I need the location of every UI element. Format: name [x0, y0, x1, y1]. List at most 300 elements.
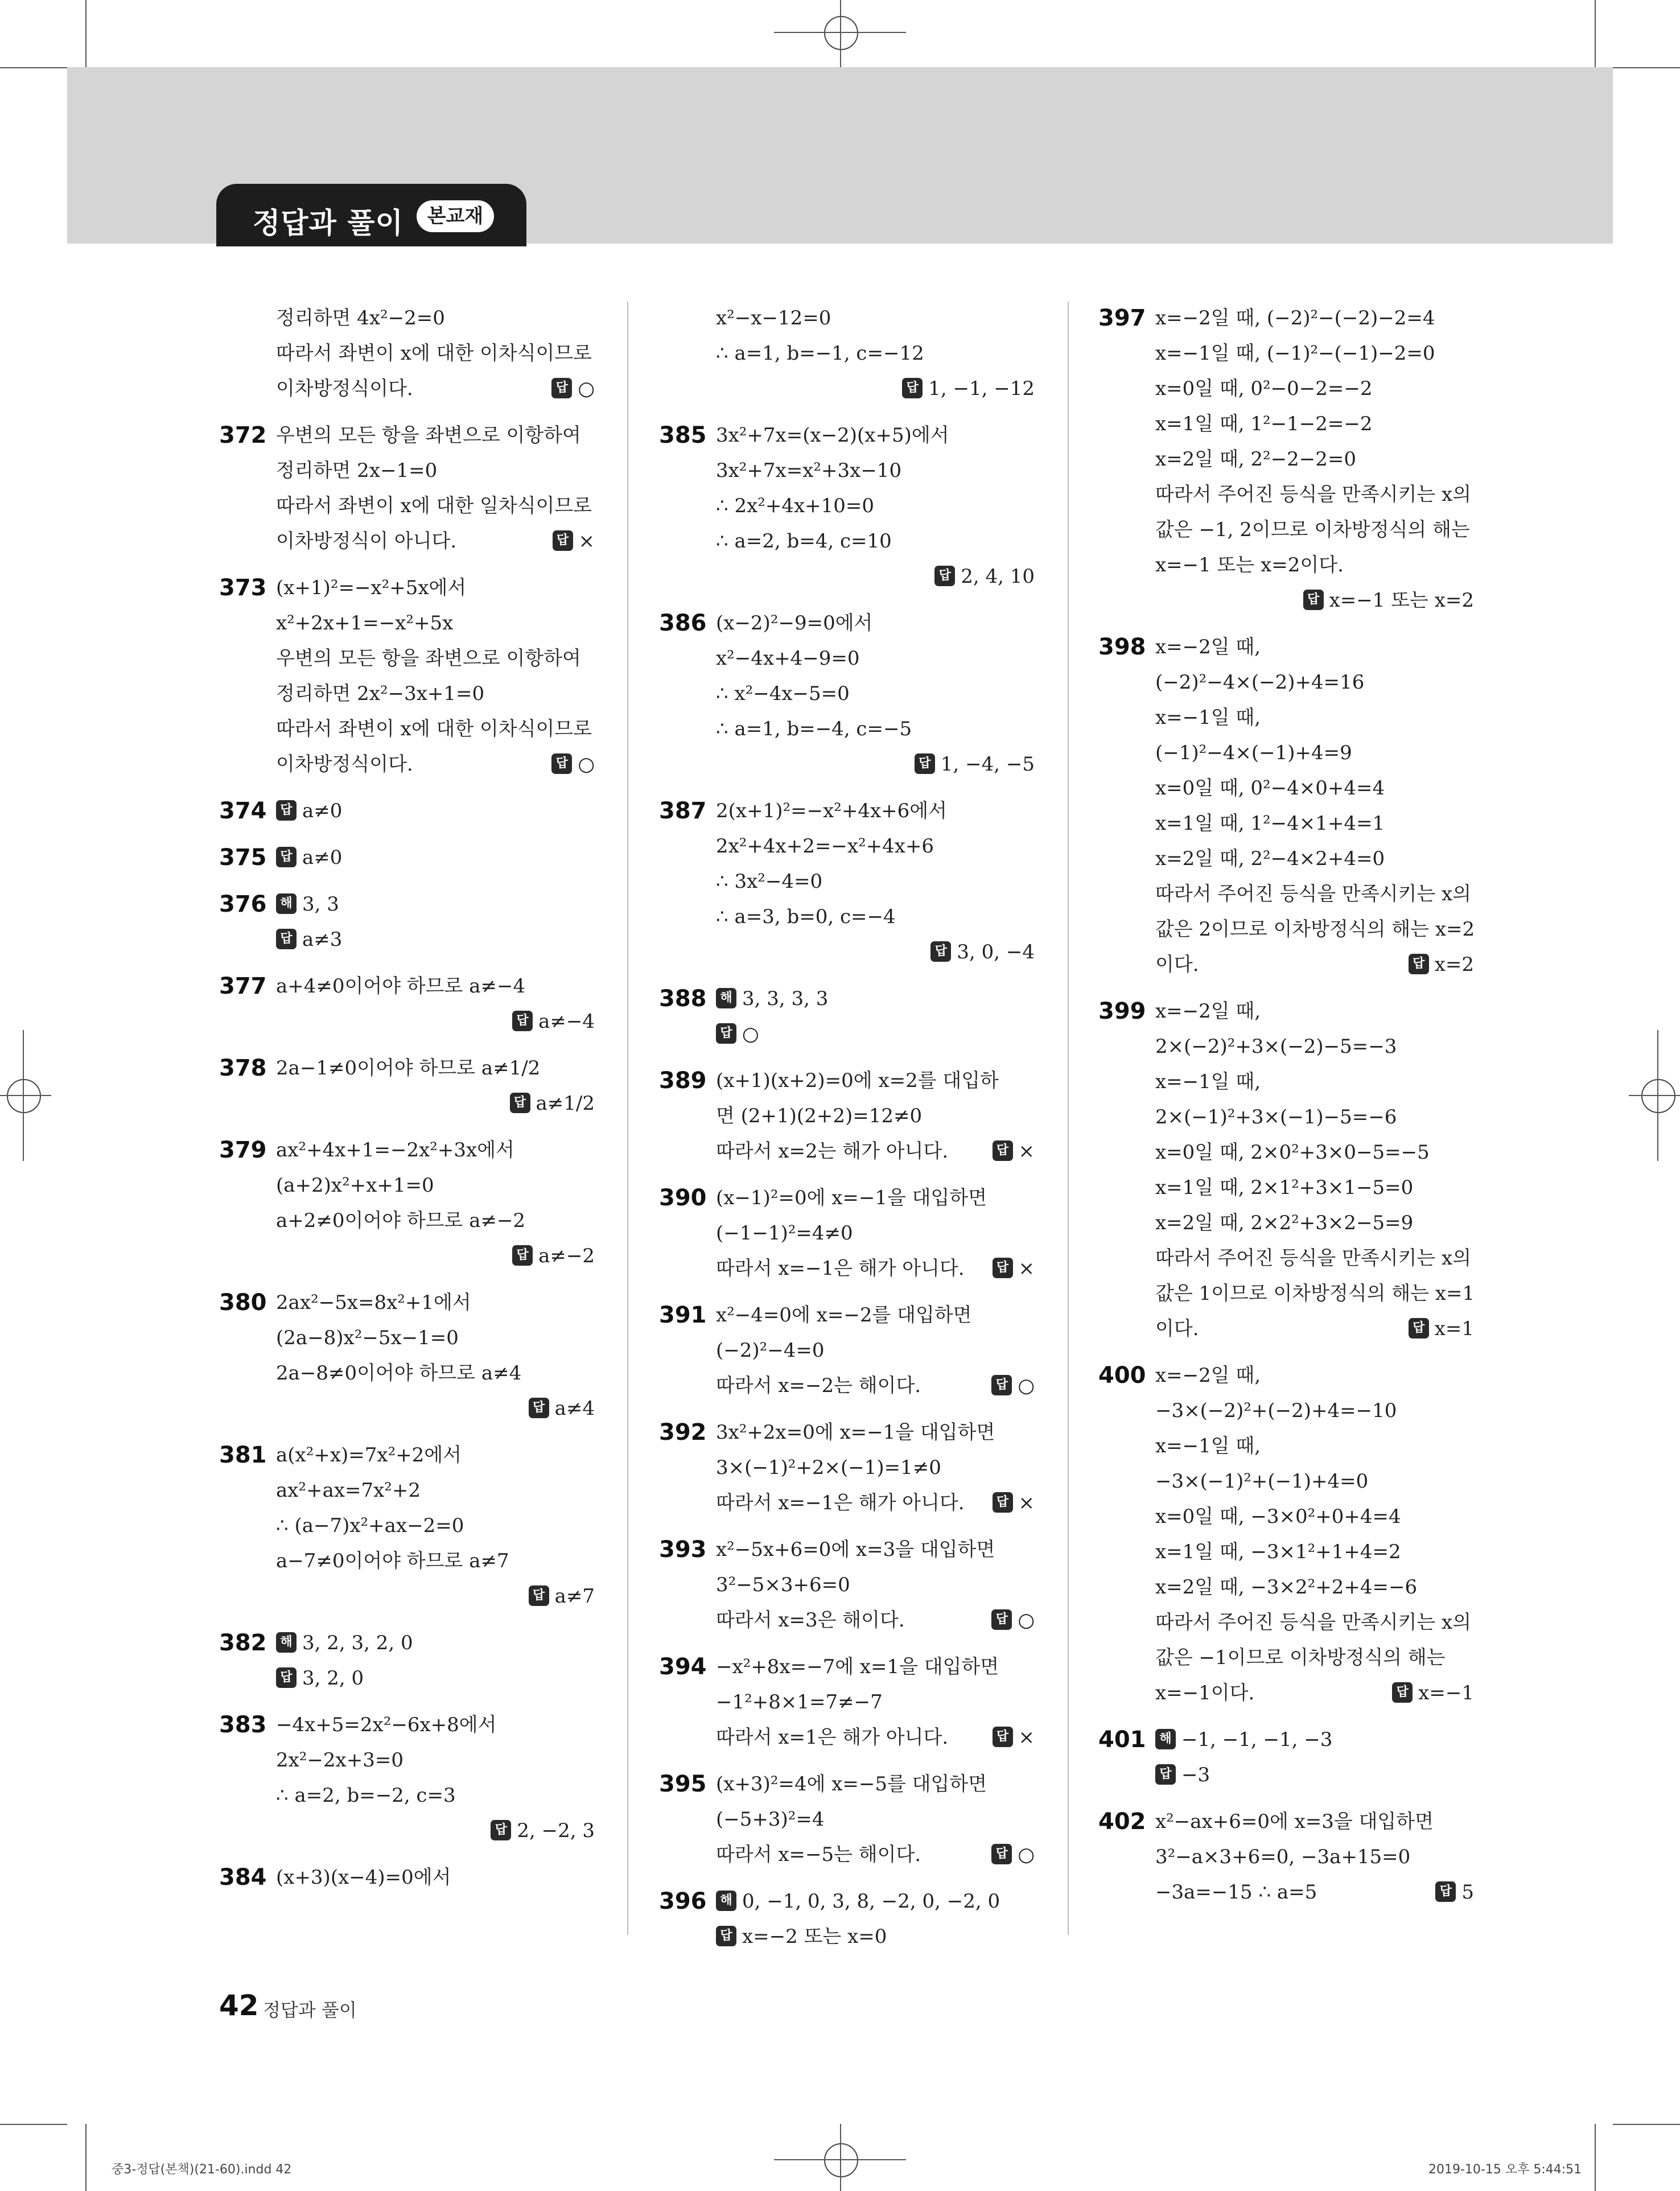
answer-box [529, 1579, 595, 1614]
problem-entry [219, 887, 595, 957]
solution-text-line: −4x+5=2x²−6x+8에서 [276, 1714, 497, 1736]
solution-text-line: 3x²+7x=(x−2)(x+5)에서 [716, 424, 949, 447]
answer-marker-icon: 답 [930, 941, 951, 962]
answer-value: x=−1 또는 x=2 [1329, 589, 1474, 612]
footer-label: 정답과 풀이 [263, 1999, 357, 2021]
answer-marker-icon: 답 [512, 1245, 533, 1266]
answer-line [716, 1919, 1035, 1954]
solution-text-line: x=−1 또는 x=2이다. [1155, 554, 1344, 576]
problem-entry [219, 1132, 595, 1274]
problem-entry [659, 1180, 1035, 1286]
answer-box [993, 1720, 1035, 1755]
answer-value: x=−2 또는 x=0 [742, 1925, 887, 1948]
answer-value: a≠−2 [538, 1245, 595, 1267]
problem-entry [219, 1438, 595, 1614]
solution-marker-icon: 해 [1155, 1729, 1176, 1749]
problem-entry [1098, 994, 1474, 1346]
answer-box [1409, 947, 1474, 982]
answer-box [1409, 1311, 1474, 1346]
solution-text-line: (x+1)(x+2)=0에 x=2를 대입하 [716, 1069, 999, 1092]
solution-text-line: ∴ x²−4x−5=0 [716, 682, 850, 705]
answer-value: × [1018, 1726, 1035, 1749]
solution-text-line: ∴ a=2, b=−2, c=3 [276, 1784, 456, 1807]
solution-line [716, 981, 1035, 1016]
solution-text-line: 따라서 좌변이 x에 대한 이차식이므로 [276, 718, 592, 740]
solution-text-line: 우변의 모든 항을 좌변으로 이항하여 [276, 424, 581, 447]
problem-number: 390 [659, 1185, 707, 1211]
problem-number: 386 [659, 610, 707, 636]
crop-mark [1595, 2124, 1596, 2191]
solution-text-line: 2×(−2)²+3×(−2)−5=−3 [1155, 1035, 1397, 1058]
answer-line [276, 1238, 595, 1274]
problem-number: 383 [219, 1712, 267, 1738]
registration-line [23, 1030, 24, 1161]
problem-number: 397 [1098, 305, 1146, 331]
solution-text-line: x=−2일 때, (−2)²−(−2)−2=4 [1155, 307, 1435, 330]
problem-number: 391 [659, 1302, 707, 1328]
solution-text-line: ∴ a=2, b=4, c=10 [716, 530, 892, 553]
answer-line [716, 559, 1035, 594]
answer-value: a≠−4 [538, 1010, 595, 1033]
solution-text-line: 2a−8≠0이어야 하므로 a≠4 [276, 1362, 522, 1385]
answer-marker-icon: 답 [993, 1258, 1013, 1278]
answer-value: x=1 [1434, 1317, 1474, 1340]
solution-text-line: (−2)²−4×(−2)+4=16 [1155, 671, 1365, 694]
answer-value: a≠0 [302, 846, 343, 869]
problem-entry [659, 300, 1035, 406]
problem-number: 372 [219, 422, 267, 448]
solution-text-line: a−7≠0이어야 하므로 a≠7 [276, 1550, 509, 1572]
answer-marker-icon: 답 [934, 566, 955, 586]
answer-value: × [1018, 1140, 1035, 1163]
answer-line [716, 1837, 1035, 1872]
answer-marker-icon: 답 [991, 1609, 1012, 1630]
solution-text-line: x=1일 때, 2×1²+3×1−5=0 [1155, 1176, 1414, 1199]
registration-line [840, 2124, 841, 2191]
answer-box [510, 1086, 595, 1121]
answer-value: × [578, 530, 595, 553]
problem-entry [219, 1285, 595, 1426]
solution-text-line: 2ax²−5x=8x²+1에서 [276, 1291, 471, 1314]
answer-line-text: 이다. [1155, 1317, 1199, 1340]
solution-value: 0, −1, 0, 3, 8, −2, 0, −2, 0 [742, 1890, 1000, 1913]
answer-line [276, 1579, 595, 1614]
problem-number: 387 [659, 798, 707, 824]
solution-text-line: x=−2일 때, [1155, 636, 1261, 658]
solution-text-line: a+4≠0이어야 하므로 a≠−4 [276, 975, 526, 998]
solution-text-line: a+2≠0이어야 하므로 a≠−2 [276, 1209, 526, 1232]
answer-value: 1, −1, −12 [928, 377, 1035, 400]
crop-mark [0, 2124, 67, 2125]
answer-marker-icon: 답 [716, 1926, 736, 1946]
problem-entry [1098, 629, 1474, 982]
answer-column-1 [219, 300, 595, 1906]
answer-marker-icon: 답 [491, 1820, 511, 1840]
answer-value: 2, 4, 10 [961, 565, 1035, 588]
answer-line [276, 1661, 595, 1696]
answer-line-text: 따라서 x=3은 해이다. [716, 1609, 905, 1632]
solution-text-line: −3×(−1)²+(−1)+4=0 [1155, 1470, 1369, 1493]
crop-mark [85, 2124, 87, 2191]
solution-text-line: 정리하면 2x²−3x+1=0 [276, 682, 485, 705]
problem-number: 379 [219, 1137, 267, 1163]
answer-box [512, 1004, 595, 1039]
solution-text-line: 면 (2+1)(2+2)=12≠0 [716, 1105, 923, 1127]
answer-box [934, 559, 1035, 594]
problem-number: 382 [219, 1630, 267, 1656]
solution-text-line: ∴ a=1, b=−1, c=−12 [716, 342, 924, 365]
solution-text-line: 우변의 모든 항을 좌변으로 이항하여 [276, 647, 581, 670]
problem-number: 401 [1098, 1727, 1146, 1753]
answer-value: x=2 [1434, 953, 1474, 976]
problem-number: 388 [659, 986, 707, 1012]
solution-text-line: (x−1)²=0에 x=−1을 대입하면 [716, 1187, 987, 1209]
problem-entry [659, 1063, 1035, 1169]
solution-text-line: 값은 −1, 2이므로 이차방정식의 해는 [1155, 518, 1470, 541]
answer-box [551, 371, 595, 406]
answer-box [993, 1251, 1035, 1286]
answer-line [716, 1134, 1035, 1169]
answer-line [276, 1813, 595, 1848]
solution-value: 3, 3 [302, 893, 339, 916]
problem-entry [1098, 1722, 1474, 1793]
answer-line-text: 따라서 x=−2는 해이다. [716, 1374, 921, 1397]
solution-text-line: 2a−1≠0이어야 하므로 a≠1/2 [276, 1057, 541, 1080]
answer-box [991, 1837, 1035, 1872]
answer-value: a≠3 [302, 928, 343, 951]
solution-text-line: (x+1)²=−x²+5x에서 [276, 576, 467, 599]
answer-marker-icon: 답 [993, 1492, 1013, 1513]
answer-marker-icon: 답 [991, 1375, 1012, 1395]
problem-entry [659, 1298, 1035, 1403]
answer-value: ○ [1018, 1609, 1035, 1632]
answer-value: ○ [1018, 1843, 1035, 1866]
solution-text-line: x=0일 때, 2×0²+3×0−5=−5 [1155, 1141, 1430, 1164]
answer-box [553, 524, 595, 559]
solution-text-line: −1²+8×1=7≠−7 [716, 1691, 883, 1714]
solution-text-line: (−1−1)²=4≠0 [716, 1222, 853, 1245]
answer-line [716, 1720, 1035, 1755]
solution-text-line: x=−1일 때, [1155, 706, 1261, 729]
problem-number: 392 [659, 1419, 707, 1445]
solution-text-line: 정리하면 4x²−2=0 [276, 307, 445, 330]
answer-marker-icon: 답 [276, 800, 297, 821]
answer-marker-icon: 답 [276, 847, 297, 867]
solution-text-line: ∴ a=3, b=0, c=−4 [716, 905, 896, 928]
answer-value: a≠1/2 [536, 1092, 595, 1115]
problem-number: 385 [659, 422, 707, 448]
answer-line [716, 1603, 1035, 1638]
solution-text-line: x=−1일 때, (−1)²−(−1)−2=0 [1155, 342, 1435, 365]
solution-value: 3, 2, 3, 2, 0 [302, 1632, 413, 1654]
problem-number: 384 [219, 1864, 267, 1891]
problem-entry [1098, 1804, 1474, 1910]
problem-number: 395 [659, 1771, 707, 1797]
answer-value: × [1018, 1257, 1035, 1280]
answer-marker-icon: 답 [993, 1727, 1013, 1747]
problem-number: 381 [219, 1442, 267, 1468]
solution-text-line: (−5+3)²=4 [716, 1808, 825, 1831]
file-slug: 중3-정답(본책)(21-60).indd 42 [112, 2163, 292, 2177]
solution-marker-icon: 해 [716, 1891, 736, 1911]
answer-value: 2, −2, 3 [517, 1819, 595, 1842]
answer-line [716, 1016, 1035, 1052]
problem-entry [1098, 1358, 1474, 1711]
answer-line [276, 1004, 595, 1039]
answer-line [716, 1251, 1035, 1286]
crop-mark [1613, 67, 1680, 68]
solution-text-line: x=0일 때, 0²−0−2=−2 [1155, 377, 1373, 400]
solution-text-line: 2×(−1)²+3×(−1)−5=−6 [1155, 1106, 1397, 1129]
registration-mark-left [7, 1079, 41, 1113]
answer-line [1155, 1675, 1474, 1711]
answer-line-text: 따라서 x=−1은 해가 아니다. [716, 1257, 965, 1280]
answer-marker-icon: 답 [993, 1140, 1013, 1161]
answer-column-2 [659, 300, 1035, 1966]
header-badge: 본교재 [417, 200, 494, 232]
solution-text-line: 따라서 주어진 등식을 만족시키는 x의 [1155, 1611, 1472, 1634]
solution-text-line: x=1일 때, 1²−4×1+4=1 [1155, 812, 1385, 835]
problem-number: 373 [219, 575, 267, 601]
answer-value: ○ [578, 377, 595, 400]
solution-text-line: ax²+ax=7x²+2 [276, 1479, 421, 1502]
problem-number: 393 [659, 1537, 707, 1563]
answer-box [529, 1391, 595, 1426]
solution-text-line: x=0일 때, −3×0²+0+4=4 [1155, 1505, 1401, 1528]
solution-text-line: x=0일 때, 0²−4×0+4=4 [1155, 777, 1385, 800]
answer-value: 3, 0, −4 [957, 941, 1035, 963]
problem-entry [659, 1649, 1035, 1755]
solution-line [276, 887, 595, 922]
solution-text-line: x²+2x+1=−x²+5x [276, 612, 454, 635]
answer-value: 1, −4, −5 [940, 753, 1035, 776]
solution-value: −1, −1, −1, −3 [1181, 1728, 1333, 1751]
answer-line [1155, 1757, 1474, 1793]
registration-line [1629, 1095, 1680, 1096]
answer-marker-icon: 답 [510, 1093, 530, 1113]
answer-value: 3, 2, 0 [302, 1667, 364, 1690]
solution-text-line: x=2일 때, 2²−4×2+4=0 [1155, 847, 1385, 870]
problem-number: 394 [659, 1654, 707, 1680]
answer-line [276, 371, 595, 406]
solution-text-line: x=−2일 때, [1155, 1364, 1261, 1387]
column-divider [627, 302, 628, 1935]
problem-entry [659, 1766, 1035, 1872]
answer-marker-icon: 답 [1409, 954, 1429, 974]
solution-text-line: x²−x−12=0 [716, 307, 831, 330]
answer-line-text: −3a=−15 ∴ a=5 [1155, 1881, 1317, 1904]
answer-value: x=−1 [1418, 1682, 1474, 1704]
problem-number: 400 [1098, 1362, 1146, 1389]
problem-number: 375 [219, 845, 267, 871]
solution-text-line: (x+3)(x−4)=0에서 [276, 1866, 451, 1889]
problem-number: 402 [1098, 1809, 1146, 1835]
crop-mark [1595, 0, 1596, 67]
crop-mark [0, 67, 67, 68]
print-timestamp: 2019-10-15 오후 5:44:51 [1428, 2163, 1582, 2177]
solution-text-line: 3x²+2x=0에 x=−1을 대입하면 [716, 1421, 995, 1444]
solution-text-line: 2(x+1)²=−x²+4x+6에서 [716, 800, 947, 822]
registration-mark-bottom [824, 2143, 858, 2177]
answer-value: × [1018, 1492, 1035, 1514]
problem-entry [659, 418, 1035, 594]
answer-line [1155, 1311, 1474, 1346]
answer-line [276, 1086, 595, 1121]
problem-entry [659, 793, 1035, 970]
solution-text-line: 따라서 주어진 등식을 만족시키는 x의 [1155, 1247, 1472, 1270]
problem-entry [659, 1884, 1035, 1954]
answer-column-3 [1098, 300, 1474, 1921]
solution-text-line: x=2일 때, 2×2²+3×2−5=9 [1155, 1212, 1414, 1234]
solution-text-line: x²−4=0에 x=−2를 대입하면 [716, 1304, 972, 1327]
problem-entry [1098, 300, 1474, 618]
answer-marker-icon: 답 [1435, 1881, 1456, 1902]
answer-line-text: 따라서 x=1은 해가 아니다. [716, 1726, 949, 1749]
problem-entry [219, 1860, 595, 1895]
problem-entry [219, 840, 595, 875]
solution-text-line: a(x²+x)=7x²+2에서 [276, 1444, 462, 1467]
answer-line-text: x=−1이다. [1155, 1682, 1255, 1704]
solution-text-line: ∴ a=1, b=−4, c=−5 [716, 718, 912, 740]
problem-number: 377 [219, 973, 267, 999]
solution-text-line: x=−1일 때, [1155, 1070, 1261, 1093]
answer-line [716, 747, 1035, 782]
solution-text-line: ∴ 3x²−4=0 [716, 870, 823, 893]
answer-marker-icon: 답 [276, 1667, 297, 1688]
answer-box [491, 1813, 595, 1848]
answer-line [1155, 947, 1474, 982]
answer-line [276, 793, 595, 829]
problem-entry [219, 1625, 595, 1696]
answer-line [276, 524, 595, 559]
solution-text-line: ax²+4x+1=−2x²+3x에서 [276, 1139, 514, 1162]
solution-text-line: x²−4x+4−9=0 [716, 647, 860, 670]
crop-mark [85, 0, 87, 67]
problem-entry [659, 606, 1035, 782]
solution-text-line: x²−ax+6=0에 x=3을 대입하면 [1155, 1810, 1434, 1833]
problem-entry [219, 969, 595, 1039]
problem-number: 396 [659, 1888, 707, 1914]
problem-entry [659, 981, 1035, 1052]
answer-line-text: 이다. [1155, 953, 1199, 976]
answer-line [716, 1368, 1035, 1403]
solution-text-line: 값은 2이므로 이차방정식의 해는 x=2 [1155, 918, 1475, 941]
registration-mark-right [1641, 1079, 1675, 1113]
answer-line-text: 따라서 x=−5는 해이다. [716, 1843, 921, 1866]
answer-marker-icon: 답 [1392, 1682, 1413, 1703]
answer-box [1435, 1875, 1474, 1910]
solution-text-line: (2a−8)x²−5x−1=0 [276, 1327, 459, 1349]
answer-marker-icon: 답 [716, 1023, 736, 1044]
answer-box [991, 1603, 1035, 1638]
solution-text-line: (x−2)²−9=0에서 [716, 612, 873, 635]
answer-box [993, 1485, 1035, 1521]
answer-marker-icon: 답 [1155, 1764, 1176, 1785]
solution-text-line: x=1일 때, −3×1²+1+4=2 [1155, 1541, 1401, 1563]
solution-text-line: x=−1일 때, [1155, 1435, 1261, 1457]
solution-text-line: x²−5x+6=0에 x=3을 대입하면 [716, 1538, 995, 1561]
problem-number: 376 [219, 891, 267, 917]
solution-text-line: x=2일 때, −3×2²+2+4=−6 [1155, 1576, 1418, 1599]
answer-line [1155, 1875, 1474, 1910]
header-title: 정답과 풀이 [253, 207, 403, 240]
answer-line [1155, 583, 1474, 618]
solution-text-line: 따라서 주어진 등식을 만족시키는 x의 [1155, 883, 1472, 905]
problem-entry [659, 1532, 1035, 1638]
problem-number: 378 [219, 1055, 267, 1081]
problem-number: 399 [1098, 998, 1146, 1024]
solution-marker-icon: 해 [276, 893, 297, 914]
problem-entry [219, 793, 595, 829]
answer-marker-icon: 답 [902, 378, 923, 398]
answer-box [902, 371, 1035, 406]
registration-mark-top [824, 16, 858, 50]
answer-box [512, 1238, 595, 1274]
solution-text-line: 값은 1이므로 이차방정식의 해는 x=1 [1155, 1282, 1475, 1305]
problem-number: 374 [219, 798, 267, 824]
solution-text-line: ∴ 2x²+4x+10=0 [716, 495, 875, 517]
solution-text-line: ∴ (a−7)x²+ax−2=0 [276, 1514, 464, 1537]
answer-box [551, 747, 595, 782]
answer-marker-icon: 답 [553, 530, 573, 551]
answer-line [716, 934, 1035, 970]
answer-marker-icon: 답 [512, 1011, 533, 1031]
solution-text-line: (x+3)²=4에 x=−5를 대입하면 [716, 1773, 987, 1795]
solution-text-line: (a+2)x²+x+1=0 [276, 1174, 434, 1197]
solution-text-line: x=1일 때, 1²−1−2=−2 [1155, 413, 1373, 435]
answer-box [1392, 1675, 1474, 1711]
answer-box [915, 747, 1035, 782]
solution-text-line: x=2일 때, 2²−2−2=0 [1155, 448, 1357, 471]
problem-entry [219, 1051, 595, 1121]
problem-entry [219, 570, 595, 782]
answer-line [716, 371, 1035, 406]
answer-marker-icon: 답 [529, 1585, 549, 1606]
answer-value: a≠0 [302, 800, 343, 822]
solution-text-line: 따라서 좌변이 x에 대한 이차식이므로 [276, 342, 592, 365]
solution-line [1155, 1722, 1474, 1757]
answer-value: 5 [1461, 1881, 1474, 1904]
answer-line-text: 따라서 x=−1은 해가 아니다. [716, 1492, 965, 1514]
problem-entry [219, 418, 595, 559]
solution-text-line: (−1)²−4×(−1)+4=9 [1155, 742, 1352, 764]
solution-text-line: 따라서 주어진 등식을 만족시키는 x의 [1155, 483, 1472, 506]
answer-value: a≠4 [554, 1397, 595, 1420]
answer-line-text: 따라서 x=2는 해가 아니다. [716, 1140, 949, 1163]
problem-number: 380 [219, 1290, 267, 1316]
solution-text-line: 값은 −1이므로 이차방정식의 해는 [1155, 1646, 1446, 1669]
answer-line [276, 747, 595, 782]
answer-line-text: 이차방정식이 아니다. [276, 530, 457, 553]
answer-marker-icon: 답 [551, 378, 572, 398]
answer-value: ○ [578, 753, 595, 776]
answer-box [991, 1368, 1035, 1403]
problem-number: 389 [659, 1068, 707, 1094]
solution-text-line: 3²−5×3+6=0 [716, 1574, 850, 1596]
column-divider [1068, 302, 1069, 1935]
solution-text-line: 3x²+7x=x²+3x−10 [716, 459, 902, 482]
answer-box [930, 934, 1035, 970]
answer-box [993, 1134, 1035, 1169]
problem-entry [219, 1707, 595, 1848]
problem-entry [659, 1415, 1035, 1521]
answer-line-text: 이차방정식이다. [276, 753, 413, 776]
solution-text-line: 3²−a×3+6=0, −3a+15=0 [1155, 1846, 1411, 1868]
solution-text-line: 정리하면 2x−1=0 [276, 459, 438, 482]
answer-line [276, 922, 595, 957]
answer-marker-icon: 답 [1303, 590, 1324, 610]
problem-number: 398 [1098, 634, 1146, 660]
